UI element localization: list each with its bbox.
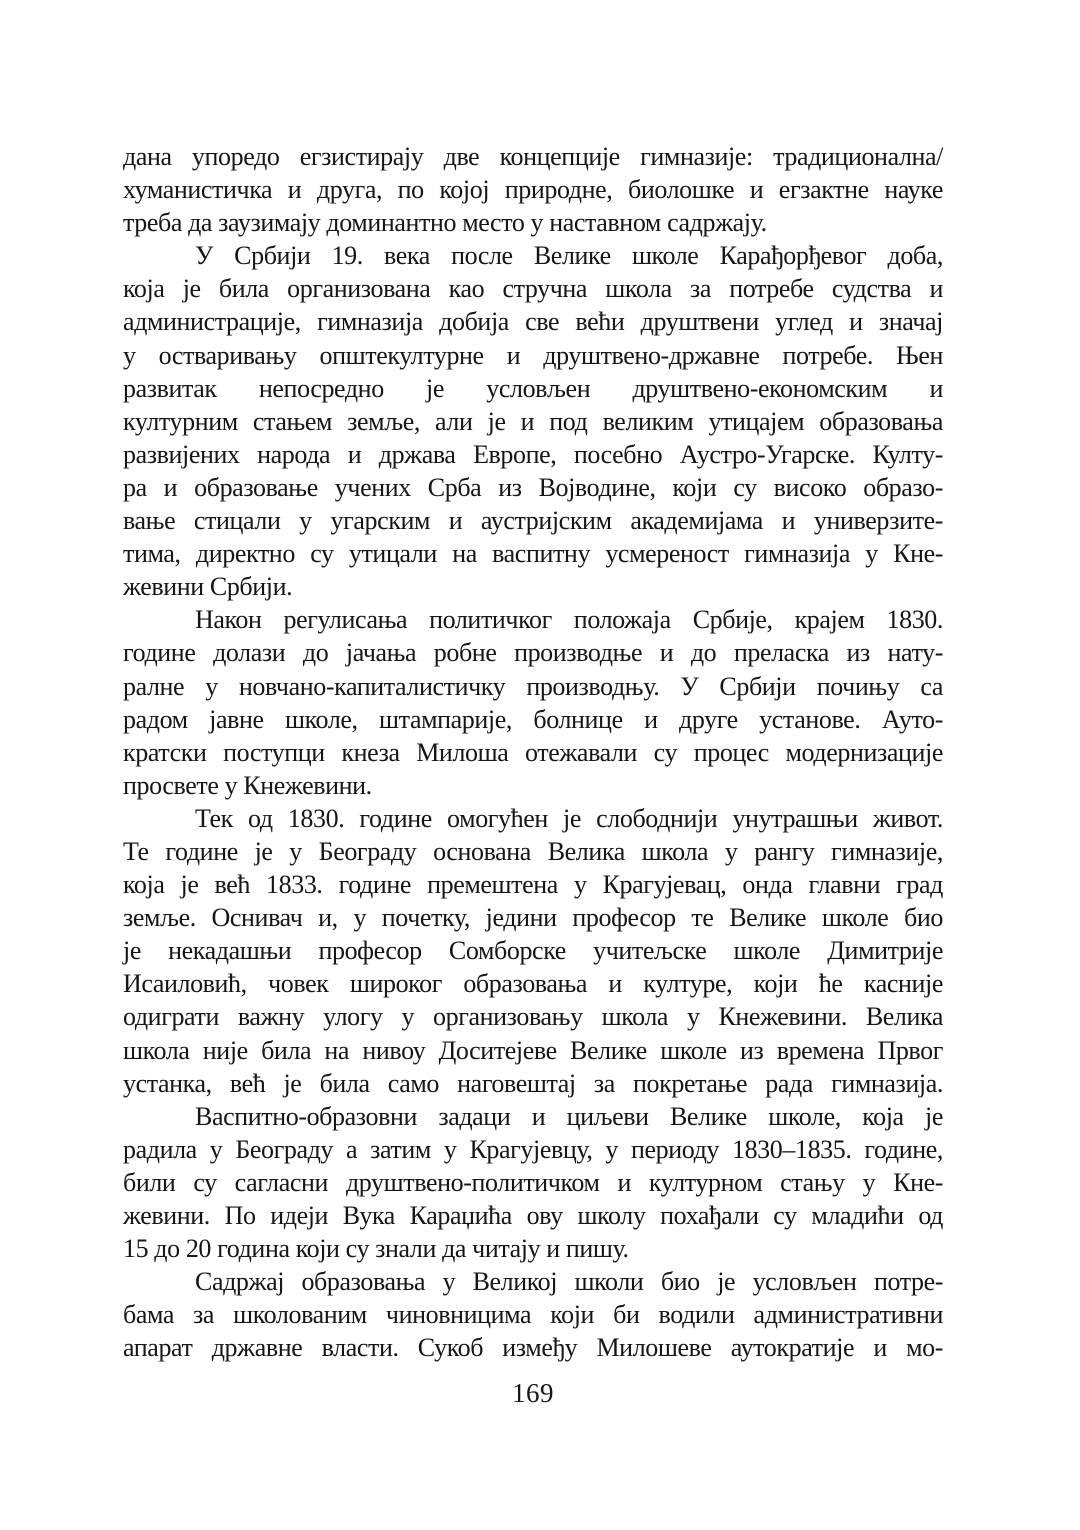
- text-line: Те године је у Београду основана Велика школа у рангу гимназије,: [123, 836, 943, 866]
- text-line: треба да заузимају доминантно место у наставном садржају.: [123, 208, 767, 238]
- text-line: били су сагласни друштвено-политичком и културном стању у Кне-: [123, 1167, 943, 1197]
- paragraph: [123, 1100, 943, 1265]
- paragraph: [123, 1265, 943, 1364]
- text-line: културним стањем земље, али је и под великим утицајем образовања: [123, 406, 943, 436]
- text-line: радила у Београду а затим у Крагујевцу, у периоду 1830–1835. године,: [123, 1134, 943, 1164]
- paragraph: [123, 239, 943, 603]
- text-line: жевини. По идеји Вука Караџића ову школу похађали су младићи од: [123, 1201, 943, 1230]
- text-line: бама за школованим чиновницима који би водили административни: [123, 1300, 943, 1330]
- text-line: развитак непосредно је условљен друштвено-економским и: [123, 373, 943, 403]
- text-line: Тек од 1830. године омогућен је слободнији унутрашњи живот.: [195, 803, 943, 833]
- text-line: просвете у Кнежевини.: [123, 770, 372, 800]
- text-line: 15 до 20 година који су знали да читају и пишу.: [123, 1234, 629, 1264]
- text-line: у остваривању општекултурне и друштвено-државне потребе. Њен: [123, 340, 943, 370]
- text-line: Исаиловић, човек широког образовања и културе, који ће касније: [123, 969, 943, 999]
- text-line: тима, директно су утицали на васпитну усмереност гимназија у Кне-: [123, 539, 943, 569]
- text-line: је некадашњи професор Сомборске учитељске школе Димитрије: [123, 936, 943, 966]
- text-line: године долази до јачања робне производње и до преласка из нату-: [123, 638, 943, 668]
- text-line: дана упоредо егзистирају две концепције гимназије: традиционална/: [123, 142, 943, 171]
- text-line: развијених народа и држава Европе, посебно Аустро-Угарске. Култу-: [123, 439, 943, 469]
- text-line: апарат државне власти. Сукоб између Милошеве аутократије и мо-: [123, 1333, 943, 1363]
- text-line: У Србији 19. века после Велике школе Карађорђевог доба,: [195, 241, 943, 271]
- text-line: хуманистичка и друга, по којој природне, биолошке и егзактне науке: [123, 175, 943, 205]
- text-line: администрације, гимназија добија све већи друштвени углед и значај: [123, 307, 943, 337]
- text-line: Васпитно-образовни задаци и циљеви Велике школе, која је: [195, 1101, 943, 1131]
- text-line: која је била организована као стручна школа за потребе судства и: [123, 274, 943, 304]
- text-line: одиграти важну улогу у организовању школа у Кнежевини. Велика: [123, 1002, 943, 1032]
- paragraph: [123, 603, 943, 802]
- paragraph: [123, 802, 943, 1100]
- text-line: вање стицали у угарским и аустријским академијама и универзите-: [123, 506, 943, 536]
- paragraph: [123, 140, 943, 239]
- text-line: устанка, већ је била само наговештај за покретање рада гимназија.: [123, 1068, 943, 1098]
- text-line: жевини Србији.: [123, 572, 293, 602]
- text-block: [123, 140, 943, 1364]
- text-line: Садржај образовања у Великој школи био је условљен потре-: [195, 1267, 943, 1297]
- text-line: ралне у новчано-капиталистичку производњу. У Србији почињу са: [123, 671, 943, 701]
- text-line: Након регулисања политичког положаја Србије, крајем 1830.: [195, 605, 943, 635]
- text-line: која је већ 1833. године премештена у Крагујевац, онда главни град: [123, 870, 943, 900]
- text-line: кратски поступци кнеза Милоша отежавали су процес модернизације: [123, 737, 943, 767]
- text-line: ра и образовање учених Срба из Војводине, који су високо образо-: [123, 472, 943, 502]
- text-line: радом јавне школе, штампарије, болнице и друге установе. Ауто-: [123, 704, 943, 734]
- text-line: земље. Оснивач и, у почетку, једини професор те Велике школе био: [123, 903, 943, 933]
- page-number: 169: [512, 1378, 554, 1408]
- text-line: школа није била на нивоу Доситејеве Велике школе из времена Првог: [123, 1035, 943, 1065]
